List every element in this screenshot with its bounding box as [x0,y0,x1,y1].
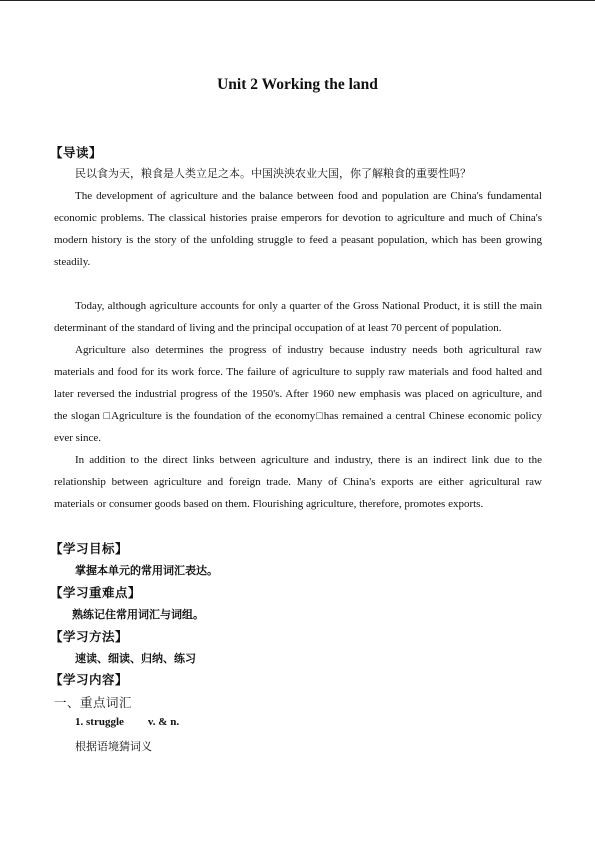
vocab-pos: v. & n. [147,716,180,728]
vocab-entry [75,716,179,728]
section-heading-vocab: 一、重点词汇 [54,695,133,710]
section-heading-content: 【学习内容】 [50,672,129,687]
paragraph-2: Today, although agriculture accounts for only a quarter of the Gross National Product, it is still the main determinant of the standard of living and the principal occupation of at least 70 percent of population. [54,300,542,334]
paragraph-4: In addition to the direct links between agriculture and industry, there is an indirect link due to the relationship between agriculture and foreign trade. Many of China's exports are either agricultural raw materials or consumer goods based on them. Flourishing agriculture, therefore, promotes exports. [54,454,542,510]
method-text: 速读、细读、归纳、练习 [75,652,196,665]
paragraph-1: The development of agriculture and the balance between food and population are China's fundamental economic problems. The classical histories praise emperors for devotion to agriculture and much of China's modern history is the story of the unfolding struggle to feed a peasant population, which has been growing steadily. [54,190,542,268]
difficulty-text: 熟练记住常用词汇与词组。 [72,608,204,621]
section-heading-difficulty: 【学习重难点】 [50,585,142,600]
section-heading-goal: 【学习目标】 [50,541,129,556]
section-heading-daodu: 【导读】 [50,145,103,160]
vocab-hint: 根据语境猜词义 [75,740,152,753]
intro-chinese: 民以食为天，粮食是人类立足之本。中国泱泱农业大国，你了解粮食的重要性吗？ [75,167,471,180]
section-heading-method: 【学习方法】 [50,629,129,644]
top-rule [0,0,595,1]
vocab-word: 1. struggle [75,716,124,728]
paragraph-3: Agriculture also determines the progress of industry because industry needs both agricultural raw materials and food for its work force. The failure of agriculture to supply raw materials and food halted and later reversed the industrial progress of the 1950's. After 1960 new emphasis was placed on agriculture, and the slogan □Agriculture is the foundation of the economy□has remained a central Chinese economic policy ever since. [54,344,542,444]
goal-text: 掌握本单元的常用词汇表达。 [75,564,218,577]
page-title: Unit 2 Working the land [217,76,378,93]
